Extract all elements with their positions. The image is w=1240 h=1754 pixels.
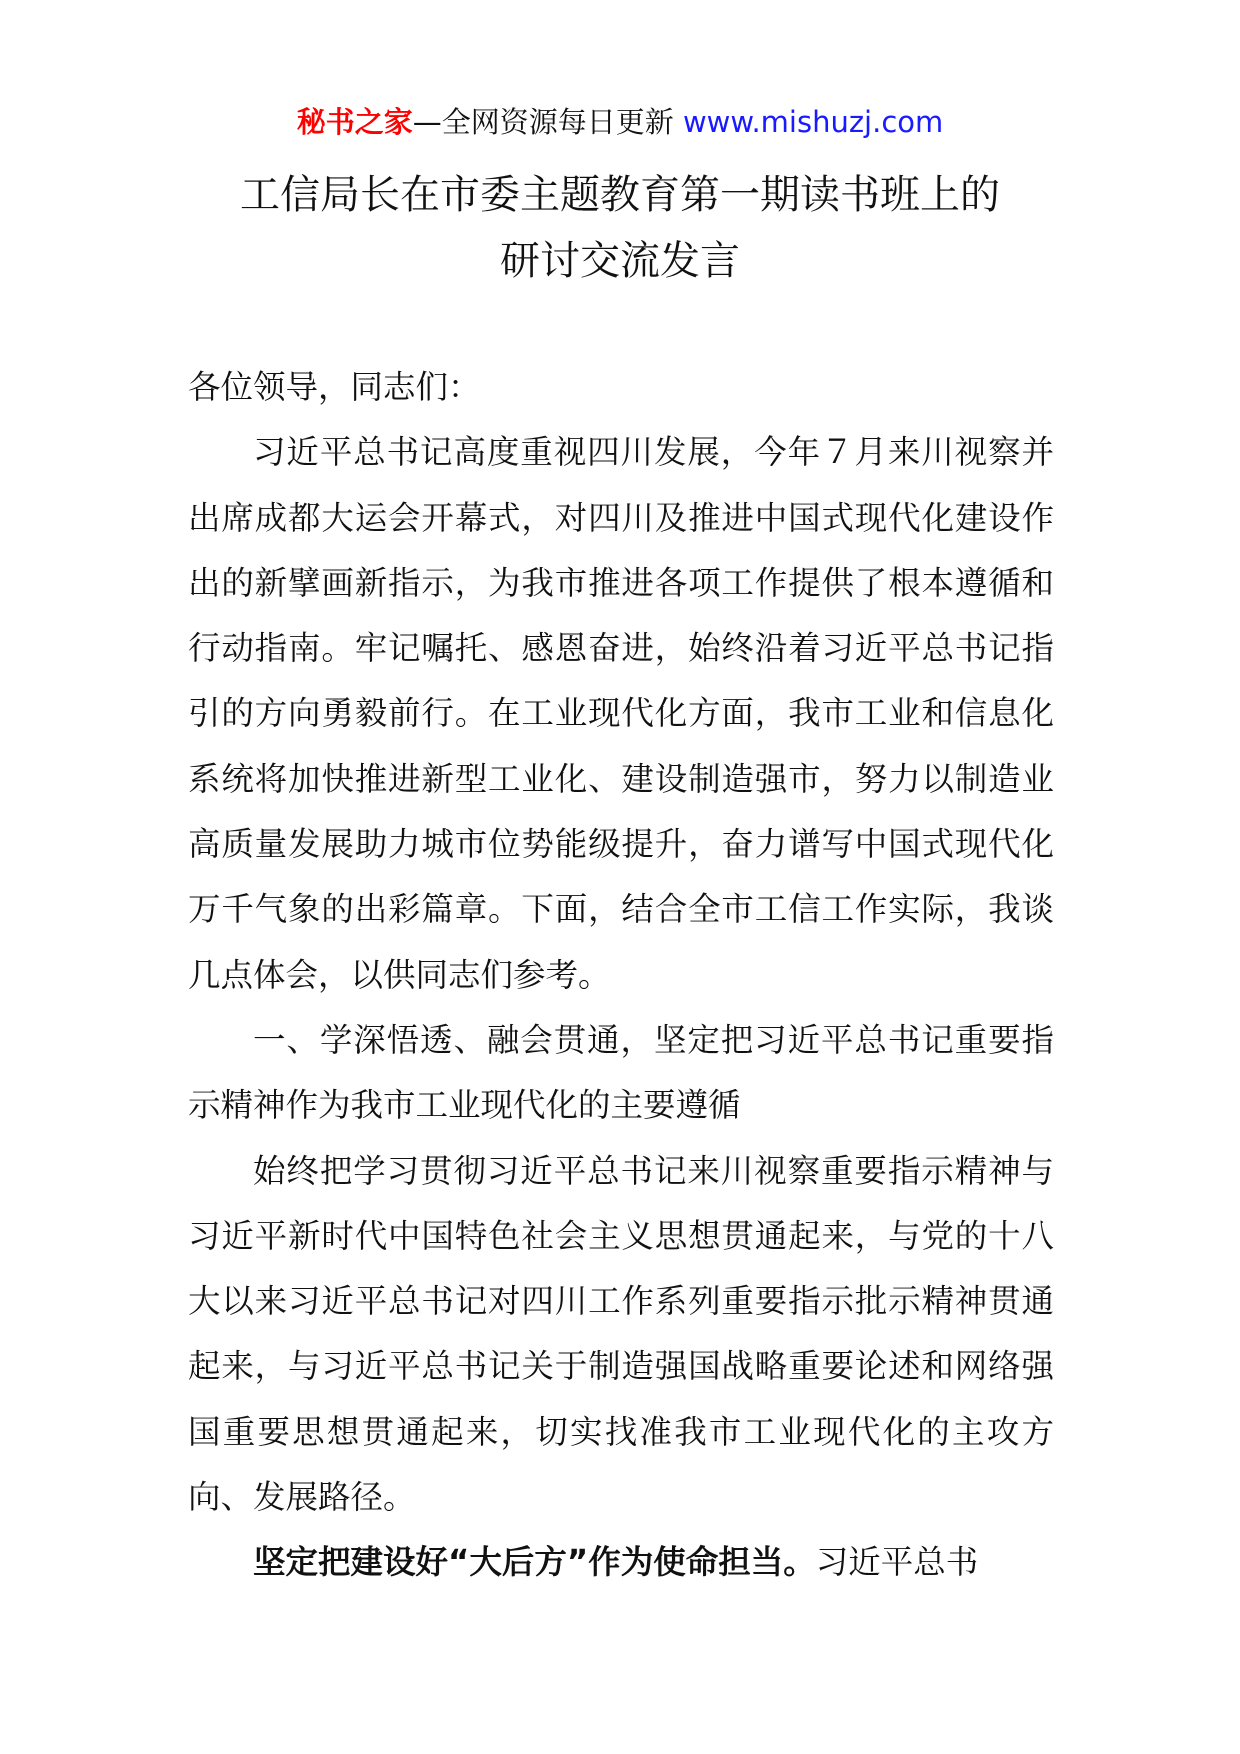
section-heading-1: 一、学深悟透、融会贯通，坚定把习近平总书记重要指示精神作为我市工业现代化的主要遵循 [188, 1020, 1054, 1125]
title-line-1: 工信局长在市委主题教育第一期读书班上的 [240, 172, 1000, 218]
banner-url-link[interactable]: www.mishuzj.com [682, 105, 944, 139]
point-text: 习近平总书 [815, 1543, 979, 1582]
banner-tagline: —全网资源每日更新 [412, 105, 683, 139]
paragraph-intro: 习近平总书记高度重视四川发展，今年７月来川视察并出席成都大运会开幕式，对四川及推进中国式现代化建设作出的新擘画新指示，为我市推进各项工作提供了根本遵循和行动指南。牢记嘱托、感恩奋进，始终沿着习近平总书记指引的方向勇毅前行。在工业现代化方面，我市工业和信息化系统将加快推进新型工业化、建设制造强市，努力以制造业高质量发展助力城市位势能级提升，奋力谱写中国式现代化万千气象的出彩篇章。下面，结合全市工信工作实际，我谈几点体会，以供同志们参考。 [188, 433, 1054, 994]
paragraph-section-1: 始终把学习贯彻习近平总书记来川视察重要指示精神与习近平新时代中国特色社会主义思想贯通起来，与党的十八大以来习近平总书记对四川工作系列重要指示批示精神贯通起来，与习近平总书记关于制造强国战略重要论述和网络强国重要思想贯通起来，切实找准我市工业现代化的主攻方向、发展路径。 [188, 1151, 1054, 1517]
point-lead-bold: 坚定把建设好“大后方”作为使命担当。 [253, 1543, 816, 1582]
document-body [188, 355, 1054, 1596]
banner-brand: 秘书之家 [296, 105, 413, 139]
paragraph-point-1 [188, 1530, 1054, 1595]
site-banner [0, 100, 1240, 144]
title-line-2: 研讨交流发言 [500, 238, 740, 284]
document-title [0, 162, 1240, 294]
salutation: 各位领导，同志们： [188, 368, 481, 406]
